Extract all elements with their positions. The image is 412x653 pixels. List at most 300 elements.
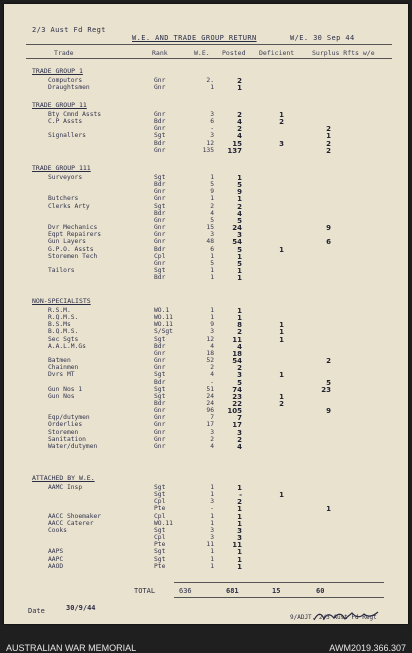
header-we: W.E.	[194, 49, 210, 57]
trade-cell: Orderlies	[48, 421, 83, 429]
rank-cell: Sgt	[154, 132, 166, 140]
deficient-cell: 1	[279, 392, 284, 401]
total-label: TOTAL	[134, 587, 156, 595]
table-row	[4, 414, 408, 421]
rank-cell: Gnr	[154, 146, 166, 154]
we-cell: 6	[210, 245, 214, 253]
we-cell: 3	[210, 428, 214, 436]
trade-cell: Clerks Arty	[48, 202, 90, 210]
posted-cell: 3	[237, 526, 242, 535]
header-deficient: Deficient	[259, 49, 295, 57]
we-cell: 7	[210, 414, 214, 422]
posted-cell: 3	[237, 231, 242, 240]
rank-cell: Sgt	[154, 371, 166, 379]
posted-cell: 1	[237, 562, 242, 571]
rank-cell: Cpl	[154, 534, 166, 542]
rank-cell: Bdr	[154, 118, 166, 126]
table-row	[4, 350, 408, 357]
rank-cell: S/Sgt	[154, 328, 173, 336]
we-cell: 96	[206, 407, 214, 415]
deficient-cell: 2	[279, 399, 284, 408]
trade-cell: G.P.O. Assts	[48, 245, 94, 253]
posted-cell: 7	[237, 414, 242, 423]
table-row	[4, 336, 408, 343]
we-cell: 4	[210, 342, 214, 350]
rank-cell: WO.11	[154, 321, 173, 329]
posted-cell: 54	[232, 238, 242, 247]
rank-cell: Gnr	[154, 407, 166, 415]
trade-cell: Water/dutymen	[48, 442, 98, 450]
we-cell: 51	[206, 385, 214, 393]
posted-cell: 2	[237, 498, 242, 507]
we-cell: 3	[210, 328, 214, 336]
table-row	[4, 231, 408, 238]
posted-cell: 23	[232, 392, 242, 401]
trade-cell: Gun Layers	[48, 238, 86, 246]
posted-cell: 1	[237, 274, 242, 283]
posted-cell: 4	[237, 132, 242, 141]
section-title: ATTACHED BY W.E.	[32, 474, 95, 482]
unit-name: 2/3 Aust Fd Regt	[32, 26, 106, 34]
table-row	[4, 429, 408, 436]
table-row	[4, 224, 408, 231]
rank-cell: Sgt	[154, 335, 166, 343]
surplus-cell: 9	[326, 407, 331, 416]
we-cell: 18	[206, 349, 214, 357]
total-bottom-rule	[174, 597, 384, 598]
posted-cell: 11	[232, 335, 242, 344]
posted-cell: 1	[237, 195, 242, 204]
posted-cell: 2	[237, 125, 242, 134]
posted-cell: 1	[237, 84, 242, 93]
deficient-cell: 1	[279, 245, 284, 254]
table-row	[4, 520, 408, 527]
posted-cell: 3	[237, 534, 242, 543]
footer-institution: AUSTRALIAN WAR MEMORIAL	[6, 643, 137, 653]
trade-cell: Draughtsmen	[48, 84, 90, 92]
we-cell: 2.	[206, 77, 214, 84]
rank-cell: Pte	[154, 541, 166, 549]
section-title: TRADE GROUP 11	[32, 101, 87, 109]
rank-cell: Gnr	[154, 231, 166, 239]
rank-cell: WO.11	[154, 314, 173, 322]
table-row	[4, 541, 408, 548]
we-cell: 5	[210, 259, 214, 267]
rank-cell: Gnr	[154, 195, 166, 203]
header-bottom-rule	[26, 58, 392, 59]
we-cell: 11	[206, 541, 214, 549]
posted-cell: 1	[237, 548, 242, 557]
posted-cell: 4	[237, 342, 242, 351]
table-row	[4, 125, 408, 132]
table-row	[4, 132, 408, 139]
rank-cell: Gnr	[154, 84, 166, 92]
trade-cell: AAPC	[48, 555, 64, 563]
rank-cell: Gnr	[154, 216, 166, 224]
posted-cell: 2	[237, 435, 242, 444]
trade-cell: Bty Cmnd Assts	[48, 111, 102, 118]
section-title: TRADE GROUP 1	[32, 67, 83, 75]
table-row	[4, 118, 408, 125]
rank-cell: Sgt	[154, 266, 166, 274]
deficient-cell: 1	[279, 371, 284, 380]
trade-cell: Storemen	[48, 428, 79, 436]
we-cell: 2	[210, 364, 214, 372]
trade-cell: B.S.Ms	[48, 321, 71, 329]
rank-cell: Bdr	[154, 378, 166, 386]
rank-cell: Sgt	[154, 385, 166, 393]
rank-cell: Gnr	[154, 435, 166, 443]
trade-cell: AAMC Insp	[48, 484, 83, 491]
trade-cell: Tailors	[48, 266, 75, 274]
trade-cell: Surveyors	[48, 174, 83, 181]
section-title: NON-SPECIALISTS	[32, 297, 91, 305]
table-row	[4, 505, 408, 512]
total-posted: 681	[226, 587, 239, 595]
we-cell: 4	[210, 371, 214, 379]
we-cell: 1	[210, 548, 214, 556]
rank-cell: Gnr	[154, 238, 166, 246]
trade-cell: Sec Sgts	[48, 335, 79, 343]
rank-cell: Gnr	[154, 349, 166, 357]
we-cell: 3	[210, 132, 214, 140]
table-row	[4, 343, 408, 350]
trade-cell: Batmen	[48, 357, 71, 365]
we-cell: -	[210, 125, 214, 133]
rank-cell: Gnr	[154, 224, 166, 232]
posted-cell: 24	[232, 224, 242, 233]
posted-cell: 17	[232, 421, 242, 430]
posted-cell: 1	[237, 174, 242, 182]
table-row	[4, 393, 408, 400]
document-sheet	[4, 4, 408, 624]
footer-accession: AWM2019.366.307	[329, 643, 406, 653]
posted-cell: 3	[237, 371, 242, 380]
trade-cell: Cooks	[48, 526, 67, 534]
table-row	[4, 563, 408, 570]
trade-cell: Sanitation	[48, 435, 86, 443]
date-value: 30/9/44	[66, 604, 96, 612]
table-row	[4, 203, 408, 210]
table-row	[4, 274, 408, 281]
posted-cell: 54	[232, 357, 242, 366]
table-row	[4, 513, 408, 520]
we-cell: 1	[210, 512, 214, 520]
table-row	[4, 328, 408, 335]
table-row	[4, 534, 408, 541]
we-cell: 12	[206, 139, 214, 147]
posted-cell: 74	[232, 385, 242, 394]
posted-cell: 9	[237, 188, 242, 197]
header-top-rule	[26, 44, 392, 45]
surplus-cell: 1	[326, 132, 331, 141]
table-row	[4, 174, 408, 181]
table-row	[4, 556, 408, 563]
rank-cell: Pte	[154, 562, 166, 570]
surplus-cell: 6	[326, 238, 331, 247]
table-row	[4, 217, 408, 224]
posted-cell: 8	[237, 321, 242, 330]
trade-cell: Gun Nos	[48, 392, 75, 400]
we-cell: 1	[210, 484, 214, 491]
table-row	[4, 147, 408, 154]
posted-cell: 2	[237, 77, 242, 85]
surplus-cell: 2	[326, 146, 331, 155]
posted-cell: 3	[237, 428, 242, 437]
table-row	[4, 527, 408, 534]
deficient-cell: 2	[279, 118, 284, 127]
trade-cell: Dvr Mechanics	[48, 224, 98, 232]
posted-cell: 1	[237, 314, 242, 323]
we-cell: 1	[210, 491, 214, 499]
table-row	[4, 307, 408, 314]
rank-cell: Sgt	[154, 555, 166, 563]
trade-cell: AACC Caterer	[48, 519, 94, 527]
trade-cell: Butchers	[48, 195, 79, 203]
we-cell: 1	[210, 519, 214, 527]
we-cell: 3	[210, 526, 214, 534]
trade-cell: Eqpt Repairers	[48, 231, 102, 239]
we-cell: 4	[210, 209, 214, 217]
table-row	[4, 210, 408, 217]
header-trade: Trade	[54, 49, 74, 57]
table-row	[4, 421, 408, 428]
rank-cell: Bdr	[154, 139, 166, 147]
rank-cell: Gnr	[154, 364, 166, 372]
table-row	[4, 386, 408, 393]
posted-cell: 1	[237, 252, 242, 261]
trade-cell: Gun Nos 1	[48, 385, 83, 393]
posted-cell: 1	[237, 266, 242, 275]
table-row	[4, 140, 408, 147]
deficient-cell: 1	[279, 321, 284, 330]
rank-cell: Sgt	[154, 526, 166, 534]
table-row	[4, 253, 408, 260]
signoff-text: 9/ADJT. 2/3 Aust Fd Regt	[290, 614, 377, 621]
posted-cell: 5	[237, 259, 242, 268]
table-row	[4, 407, 408, 414]
rank-cell: Bdr	[154, 274, 166, 282]
rank-cell: Gnr	[154, 125, 166, 133]
posted-cell: 5	[237, 181, 242, 190]
we-cell: 48	[206, 238, 214, 246]
table-row	[4, 379, 408, 386]
date-label: Date	[28, 607, 45, 615]
rank-cell: Bdr	[154, 342, 166, 350]
week-ending-date: W/E. 30 Sep 44	[290, 34, 355, 42]
posted-cell: 2	[237, 202, 242, 211]
trade-cell: R.Q.M.S.	[48, 314, 79, 322]
rank-cell: Cpl	[154, 252, 166, 260]
rank-cell: Bdr	[154, 399, 166, 407]
section-title: TRADE GROUP 111	[32, 164, 91, 172]
table-row	[4, 436, 408, 443]
table-row	[4, 498, 408, 505]
header-posted: Posted	[222, 49, 246, 57]
trade-cell: Signallers	[48, 132, 86, 140]
we-cell: 52	[206, 357, 214, 365]
rank-cell: Sgt	[154, 491, 166, 499]
total-surplus: 60	[316, 587, 325, 595]
rank-cell: Gnr	[154, 77, 166, 84]
rank-cell: WO.1	[154, 307, 170, 314]
rank-cell: Gnr	[154, 428, 166, 436]
rank-cell: Sgt	[154, 548, 166, 556]
surplus-cell: 5	[326, 378, 331, 387]
rank-cell: Cpl	[154, 498, 166, 506]
deficient-cell: 3	[279, 139, 284, 148]
we-cell: 9	[210, 188, 214, 196]
total-deficient: 15	[272, 587, 281, 595]
posted-cell: 5	[237, 216, 242, 225]
trade-cell: B.Q.M.S.	[48, 328, 79, 336]
rank-cell: WO.11	[154, 519, 173, 527]
we-cell: 15	[206, 224, 214, 232]
rank-cell: Sgt	[154, 202, 166, 210]
posted-cell: 2	[237, 111, 242, 119]
header-rank: Rank	[152, 49, 168, 57]
table-row	[4, 260, 408, 267]
header-surplus: Surplus Rfts w/e	[312, 49, 375, 57]
trade-cell: AAPS	[48, 548, 64, 556]
surplus-cell: 23	[321, 385, 331, 394]
trade-cell: AACC Shoemaker	[48, 512, 102, 520]
table-row	[4, 548, 408, 555]
deficient-cell: 1	[279, 335, 284, 344]
rank-cell: Pte	[154, 505, 166, 513]
table-row	[4, 181, 408, 188]
rank-cell: Gnr	[154, 442, 166, 450]
posted-cell: 137	[227, 146, 242, 155]
posted-cell: 1	[237, 505, 242, 514]
table-row	[4, 364, 408, 371]
table-row	[4, 371, 408, 378]
rank-cell: Bdr	[154, 181, 166, 189]
we-cell: 135	[202, 146, 214, 154]
we-cell: 5	[210, 181, 214, 189]
we-cell: 1	[210, 562, 214, 570]
table-row	[4, 484, 408, 491]
trade-cell: R.S.M.	[48, 307, 71, 314]
surplus-cell: 2	[326, 139, 331, 148]
trade-cell: C.P Assts	[48, 118, 83, 126]
we-cell: 1	[210, 274, 214, 282]
posted-cell: 15	[232, 139, 242, 148]
table-row	[4, 246, 408, 253]
we-cell: 1	[210, 555, 214, 563]
we-cell: 3	[210, 231, 214, 239]
rank-cell: Gnr	[154, 259, 166, 267]
table-row	[4, 443, 408, 450]
posted-cell: 11	[232, 541, 242, 550]
we-cell: 3	[210, 111, 214, 118]
we-cell: 1	[210, 314, 214, 322]
surplus-cell: 9	[326, 224, 331, 233]
deficient-cell: 1	[279, 491, 284, 500]
we-cell: 17	[206, 421, 214, 429]
table-row	[4, 195, 408, 202]
posted-cell: 1	[237, 555, 242, 564]
table-row	[4, 111, 408, 118]
we-cell: 12	[206, 335, 214, 343]
we-cell: 1	[210, 195, 214, 203]
rank-cell: Sgt	[154, 174, 166, 181]
trade-cell: Dvrs MT	[48, 371, 75, 379]
posted-cell: 1	[237, 484, 242, 492]
surplus-cell: 1	[326, 505, 331, 514]
trade-cell: Eqp/dutymen	[48, 414, 90, 422]
we-cell: -	[210, 378, 214, 386]
we-cell: -	[210, 505, 214, 513]
posted-cell: 2	[237, 364, 242, 373]
surplus-cell: 2	[326, 125, 331, 134]
rank-cell: Bdr	[154, 245, 166, 253]
posted-cell: 1	[237, 519, 242, 528]
we-cell: 9	[210, 321, 214, 329]
posted-cell: -	[239, 491, 242, 500]
we-cell: 2	[210, 202, 214, 210]
we-cell: 4	[210, 442, 214, 450]
deficient-cell: 1	[279, 111, 284, 119]
posted-cell: 4	[237, 442, 242, 451]
rank-cell: Sgt	[154, 392, 166, 400]
posted-cell: 18	[232, 349, 242, 358]
rank-cell: Gnr	[154, 414, 166, 422]
rank-cell: Gnr	[154, 357, 166, 365]
document-title: W.E. AND TRADE GROUP RETURN	[132, 34, 257, 42]
table-row	[4, 491, 408, 498]
table-row	[4, 357, 408, 364]
we-cell: 1	[210, 252, 214, 260]
total-we: 636	[179, 587, 192, 595]
posted-cell: 22	[232, 399, 242, 408]
surplus-cell: 2	[326, 357, 331, 366]
posted-cell: 4	[237, 118, 242, 127]
we-cell: 3	[210, 534, 214, 542]
table-row	[4, 77, 408, 84]
rank-cell: Gnr	[154, 188, 166, 196]
trade-cell: Storemen Tech	[48, 252, 98, 260]
trade-cell: Computors	[48, 77, 83, 84]
we-cell: 24	[206, 399, 214, 407]
posted-cell: 5	[237, 245, 242, 254]
posted-cell: 1	[237, 307, 242, 315]
trade-cell: A.A.L.M.Gs	[48, 342, 86, 350]
table-row	[4, 84, 408, 91]
deficient-cell: 1	[279, 328, 284, 337]
we-cell: 1	[210, 307, 214, 314]
we-cell: 3	[210, 498, 214, 506]
rank-cell: Gnr	[154, 111, 166, 118]
table-row	[4, 188, 408, 195]
we-cell: 5	[210, 216, 214, 224]
posted-cell: 105	[227, 407, 242, 416]
table-row	[4, 321, 408, 328]
posted-cell: 5	[237, 378, 242, 387]
we-cell: 6	[210, 118, 214, 126]
table-row	[4, 267, 408, 274]
rank-cell: Gnr	[154, 421, 166, 429]
we-cell: 1	[210, 174, 214, 181]
trade-cell: Chainmen	[48, 364, 79, 372]
trade-cell: AAOD	[48, 562, 64, 570]
table-row	[4, 238, 408, 245]
total-top-rule	[174, 582, 384, 583]
we-cell: 1	[210, 84, 214, 92]
rank-cell: Bdr	[154, 209, 166, 217]
table-row	[4, 400, 408, 407]
we-cell: 24	[206, 392, 214, 400]
